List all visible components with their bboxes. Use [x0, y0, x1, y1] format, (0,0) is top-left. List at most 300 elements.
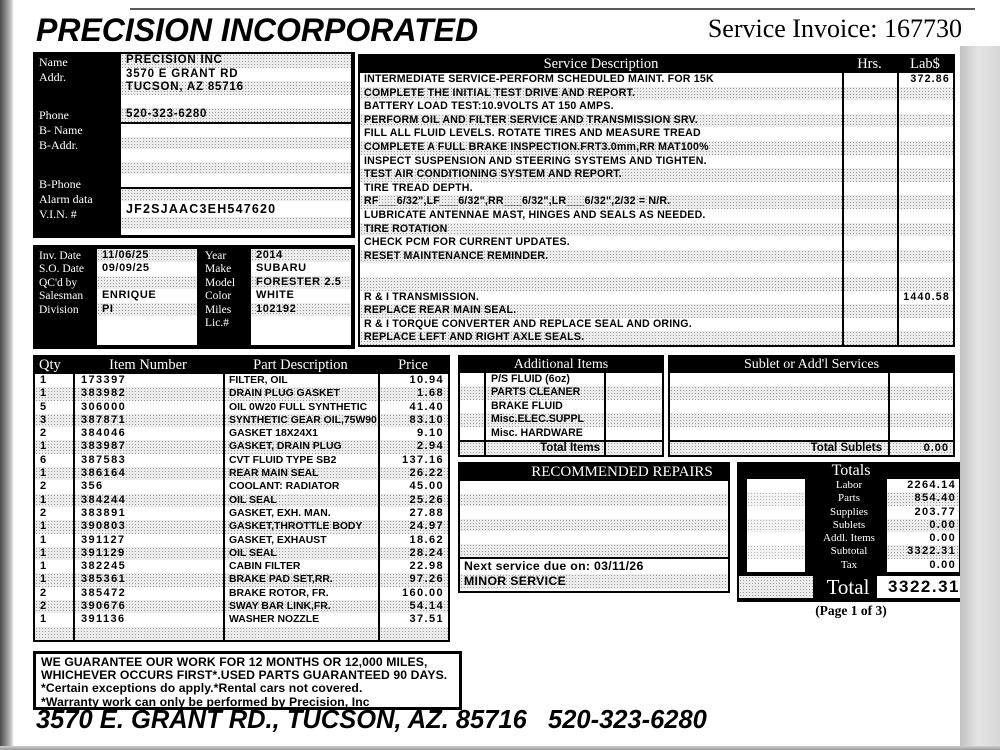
totals-row — [811, 506, 959, 519]
part-qty: 1 — [40, 560, 47, 573]
part-description: REAR MAIN SEAL — [223, 467, 378, 480]
service-line-lab — [897, 263, 953, 277]
service-line-lab — [897, 114, 953, 128]
part-qty: 3 — [40, 413, 47, 426]
vehicle-labels — [205, 250, 235, 330]
parts-row — [35, 587, 448, 600]
part-qty: 1 — [40, 573, 47, 586]
service-line — [360, 195, 953, 209]
vin-value: JF2SJAAC3EH547620 — [126, 202, 277, 216]
part-description: SWAY BAR LINK,FR. — [223, 600, 378, 613]
parts-header-qty: Qty — [39, 357, 61, 373]
part-price: 1.68 — [378, 387, 448, 400]
additional-item-name: Misc.ELEC.SUPPL — [491, 413, 585, 426]
vehicle-value: WHITE — [256, 289, 295, 302]
part-item-number: 391127 — [73, 534, 223, 547]
totals-row-label: Sublets — [832, 518, 866, 531]
service-line-lab — [897, 209, 953, 223]
part-qty: 1 — [40, 493, 47, 506]
part-qty: 1 — [40, 374, 47, 386]
part-qty: 1 — [40, 546, 47, 559]
service-line-hrs — [842, 73, 897, 87]
parts-row — [35, 613, 448, 626]
service-line — [360, 87, 953, 101]
part-item-number: 384046 — [73, 427, 223, 440]
service-line — [360, 168, 953, 182]
additional-item-row — [460, 427, 662, 440]
vehicle-label: Model — [205, 276, 236, 289]
service-line-text: R & I TORQUE CONVERTER AND REPLACE SEAL AND ORING. — [364, 317, 692, 330]
totals-row-value: 0.00 — [887, 532, 959, 545]
vehicle-value: FORESTER 2.5 — [251, 276, 351, 289]
part-item-number: 383982 — [73, 387, 223, 400]
label-phone: Phone — [39, 108, 69, 122]
part-price: 22.98 — [378, 560, 448, 573]
service-line-text — [360, 263, 842, 277]
additional-item-name: P/S FLUID (6oz) — [491, 373, 570, 385]
parts-header-desc: Part Description — [253, 357, 348, 373]
parts-header-price: Price — [398, 357, 428, 373]
part-price: 97.26 — [378, 573, 448, 586]
part-price: 137.16 — [378, 454, 448, 467]
sublet-footer — [670, 440, 953, 455]
service-line-hrs — [842, 182, 897, 196]
part-item-number: 385472 — [73, 587, 223, 600]
grand-total-value: 3322.31 — [877, 576, 963, 598]
service-line — [360, 114, 953, 128]
additional-item-row — [460, 373, 662, 386]
part-qty: 5 — [40, 400, 47, 413]
parts-row — [35, 454, 448, 467]
part-item-number: 391136 — [73, 613, 223, 626]
order-value: PI — [97, 303, 197, 316]
additional-items-footer — [460, 440, 662, 455]
totals-rows — [811, 479, 959, 572]
sublet-box — [668, 355, 955, 457]
guarantee-line: *Warranty work can only be performed by Precision, Inc — [41, 694, 370, 709]
scan-edge-line — [130, 8, 975, 10]
totals-row-value: 203.77 — [887, 506, 959, 519]
service-line-text — [360, 277, 842, 291]
parts-row — [35, 494, 448, 507]
label-b-name: B- Name — [39, 123, 83, 137]
guarantee-line: *Certain exceptions do apply.*Rental cars not covered. — [41, 681, 363, 696]
part-description: GASKET, DRAIN PLUG — [223, 440, 378, 453]
service-note: MINOR SERVICE — [460, 574, 728, 589]
service-line-text: RESET MAINTENANCE REMINDER. — [364, 249, 549, 262]
hrs-column-header: Hrs. — [857, 56, 882, 72]
part-item-number — [73, 627, 223, 640]
guarantee-line: WE GUARANTEE OUR WORK FOR 12 MONTHS OR 12,000 MILES, — [41, 655, 428, 669]
next-service-due: Next service due on: 03/11/26 — [464, 558, 644, 573]
service-line — [360, 209, 953, 223]
totals-row — [811, 532, 959, 545]
parts-row — [35, 534, 448, 547]
service-line-lab — [897, 331, 953, 345]
service-line-text: INTERMEDIATE SERVICE-PERFORM SCHEDULED MAINT. FOR 15K — [364, 73, 714, 85]
vin-panel — [121, 189, 351, 235]
part-item-number: 390803 — [73, 520, 223, 533]
service-line-hrs — [842, 304, 897, 318]
parts-header-band — [35, 357, 448, 374]
service-line-lab — [897, 155, 953, 169]
label-alarm: Alarm data — [39, 192, 93, 206]
service-line — [360, 263, 953, 277]
service-line — [360, 100, 953, 114]
label-name: Name — [39, 55, 68, 69]
service-line-hrs — [842, 236, 897, 250]
part-qty: 1 — [40, 440, 47, 453]
part-qty: 2 — [40, 586, 47, 599]
service-line-hrs — [842, 263, 897, 277]
service-line — [360, 127, 953, 141]
part-description: DRAIN PLUG GASKET — [223, 387, 378, 400]
total-items-label: Total Items — [540, 441, 600, 454]
parts-header-item: Item Number — [109, 357, 187, 373]
service-line-lab: 372.86 — [897, 73, 953, 87]
footer-address: 3570 E. GRANT RD., TUCSON, AZ. 85716 520-323-6280 — [36, 706, 707, 734]
service-line-lab — [897, 168, 953, 182]
order-value: 09/09/25 — [102, 262, 150, 275]
page-number-note: (Page 1 of 3) — [815, 603, 887, 618]
additional-items-box — [458, 355, 664, 457]
parts-row — [35, 507, 448, 520]
parts-table — [33, 355, 450, 642]
service-line — [360, 331, 953, 345]
service-line-hrs — [842, 250, 897, 264]
additional-item-name: Misc. HARDWARE — [491, 426, 583, 439]
part-item-number: 306000 — [73, 401, 223, 414]
service-line-lab — [897, 182, 953, 196]
service-line — [360, 141, 953, 155]
order-label: Salesman — [39, 290, 84, 303]
part-price: 24.97 — [378, 520, 448, 533]
service-line-text: REPLACE REAR MAIN SEAL. — [364, 304, 517, 317]
parts-rows — [35, 374, 448, 640]
part-item-number: 385361 — [73, 573, 223, 586]
totals-row-value: 0.00 — [887, 519, 959, 532]
additional-item-row — [460, 413, 662, 426]
totals-row-label: Labor — [835, 479, 863, 491]
customer-phone: 520-323-6280 — [121, 108, 351, 122]
service-line-text: TEST AIR CONDITIONING SYSTEM AND REPORT. — [364, 168, 622, 181]
parts-row — [35, 467, 448, 480]
scan-edge-left — [0, 0, 14, 750]
service-line-hrs — [842, 141, 897, 155]
totals-row — [811, 492, 959, 505]
vehicle-value — [251, 316, 351, 329]
part-qty — [35, 627, 73, 640]
vehicle-values-panel — [251, 249, 351, 345]
vehicle-label: Lic.# — [205, 316, 229, 329]
order-values-panel — [97, 249, 197, 345]
part-price: 27.88 — [378, 507, 448, 520]
part-description: GASKET,THROTTLE BODY — [223, 520, 378, 533]
additional-item-row — [460, 386, 662, 399]
vehicle-label: Color — [205, 290, 232, 303]
part-price — [378, 627, 448, 640]
part-item-number: 390676 — [73, 600, 223, 613]
label-vin: V.I.N. # — [39, 207, 77, 221]
customer-blank-row — [121, 95, 351, 109]
parts-row — [35, 414, 448, 427]
service-line-text: INSPECT SUSPENSION AND STEERING SYSTEMS AND TIGHTEN. — [364, 154, 707, 167]
totals-row-value: 3322.31 — [887, 545, 959, 558]
service-line-lab — [897, 318, 953, 332]
part-price: 18.62 — [378, 534, 448, 547]
guarantee-line: WHICHEVER OCCURS FIRST*.USED PARTS GUARANTEED 90 DAYS. — [41, 668, 448, 683]
invoice-number: Service Invoice: 167730 — [707, 14, 962, 43]
customer-addr2: TUCSON, AZ 85716 — [121, 81, 351, 95]
recommended-repairs-body — [460, 481, 728, 557]
order-value: ENRIQUE — [102, 289, 157, 302]
billing-values-panel — [121, 124, 351, 187]
part-item-number: 387583 — [73, 454, 223, 467]
service-line-hrs — [842, 155, 897, 169]
part-item-number: 391129 — [73, 547, 223, 560]
part-price: 2.94 — [378, 440, 448, 453]
recommended-repairs-title: RECOMMENDED REPAIRS — [460, 464, 728, 481]
total-sublets-value: 0.00 — [888, 442, 953, 455]
part-item-number: 386164 — [73, 467, 223, 480]
service-line-hrs — [842, 277, 897, 291]
part-description: WASHER NOZZLE — [223, 613, 378, 626]
part-description: OIL 0W20 FULL SYNTHETIC — [223, 401, 378, 414]
additional-items-title: Additional Items — [460, 357, 662, 373]
customer-addr1: 3570 E GRANT RD — [126, 67, 239, 80]
part-item-number: 382245 — [73, 560, 223, 573]
part-description: GASKET, EXH. MAN. — [223, 507, 378, 520]
service-line — [360, 277, 953, 291]
service-line-hrs — [842, 114, 897, 128]
service-line-lab — [897, 277, 953, 291]
additional-item-row — [460, 400, 662, 413]
label-b-phone: B-Phone — [39, 177, 81, 191]
part-description: OIL SEAL — [223, 547, 378, 560]
part-qty: 1 — [40, 613, 47, 626]
service-header-band — [360, 56, 953, 73]
part-qty: 2 — [40, 480, 47, 493]
service-line-text: FILL ALL FLUID LEVELS. ROTATE TIRES AND MEASURE TREAD — [364, 127, 701, 140]
service-line-text: R & I TRANSMISSION. — [364, 290, 480, 303]
service-line-lab — [897, 236, 953, 250]
part-description — [223, 627, 378, 640]
service-line-hrs — [842, 87, 897, 101]
service-line — [360, 250, 953, 264]
sublet-title: Sublet or Add'l Services — [670, 357, 953, 373]
vehicle-value: 2014 — [251, 249, 351, 262]
parts-row — [35, 440, 448, 453]
totals-row — [811, 545, 959, 558]
part-description: BRAKE PAD SET,RR. — [223, 573, 378, 586]
vehicle-label: Year — [205, 250, 227, 262]
service-line-hrs — [842, 127, 897, 141]
vehicle-value: 102192 — [251, 303, 351, 316]
service-line-hrs — [842, 223, 897, 237]
part-item-number: 383891 — [73, 507, 223, 520]
service-line-text: TIRE TREAD DEPTH. — [364, 181, 473, 194]
totals-row — [811, 559, 959, 572]
order-label: QC'd by — [39, 276, 78, 289]
service-line-lab — [897, 100, 953, 114]
additional-item-name: BRAKE FLUID — [491, 399, 563, 412]
part-description: OIL SEAL — [223, 494, 378, 507]
part-price: 37.51 — [378, 613, 448, 626]
parts-row — [35, 573, 448, 586]
service-line-hrs — [842, 195, 897, 209]
part-price: 10.94 — [378, 374, 448, 387]
service-lines — [360, 73, 953, 345]
service-line-text: RF___6/32",LF___6/32",RR___6/32",LR___6/32",2/32 = N/R. — [364, 195, 671, 208]
customer-name: PRECISION INC — [121, 54, 351, 68]
service-line-text: LUBRICATE ANTENNAE MAST, HINGES AND SEALS AS NEEDED. — [364, 208, 706, 221]
totals-row — [811, 519, 959, 532]
part-description: CABIN FILTER — [223, 560, 378, 573]
part-item-number: 384244 — [73, 494, 223, 507]
parts-row — [35, 480, 448, 493]
service-line-hrs — [842, 168, 897, 182]
part-price: 54.14 — [378, 600, 448, 613]
part-qty: 6 — [40, 453, 47, 466]
service-line — [360, 318, 953, 332]
total-sublets-label: Total Sublets — [810, 441, 882, 454]
service-line-hrs — [842, 318, 897, 332]
customer-box — [33, 52, 355, 238]
recommended-repairs-box — [458, 462, 730, 593]
part-description: BRAKE ROTOR, FR. — [223, 587, 378, 600]
service-line-text: COMPLETE THE INITIAL TEST DRIVE AND REPORT. — [364, 86, 636, 99]
totals-row-value: 854.40 — [887, 492, 959, 505]
totals-row-value: 2264.14 — [887, 479, 959, 492]
part-price: 25.26 — [378, 494, 448, 507]
totals-box — [737, 462, 965, 602]
parts-row — [35, 374, 448, 387]
service-line-lab — [897, 127, 953, 141]
order-vehicle-box — [33, 245, 355, 349]
part-item-number: 387871 — [73, 414, 223, 427]
service-line — [360, 182, 953, 196]
part-item-number: 356 — [73, 480, 223, 493]
part-qty: 1 — [40, 520, 47, 533]
service-title: Service Description — [543, 56, 659, 72]
parts-row — [35, 401, 448, 414]
part-qty: 2 — [40, 506, 47, 519]
service-line-hrs — [842, 291, 897, 305]
order-label: S.O. Date — [39, 263, 85, 276]
totals-row-label: Tax — [840, 558, 858, 571]
part-qty: 1 — [40, 467, 47, 480]
part-description: FILTER, OIL — [223, 374, 378, 387]
service-line-lab: 1440.58 — [897, 291, 953, 305]
service-line-text: TIRE ROTATION — [364, 222, 448, 235]
sublet-body — [670, 373, 953, 440]
part-qty: 1 — [40, 387, 47, 400]
company-title: PRECISION INCORPORATED — [36, 12, 479, 48]
service-line — [360, 236, 953, 250]
service-line-lab — [897, 223, 953, 237]
total-items-value — [604, 442, 662, 455]
order-label: Division — [39, 303, 79, 316]
service-line — [360, 291, 953, 305]
part-description: COOLANT: RADIATOR — [223, 480, 378, 493]
totals-row-label: Supplies — [830, 505, 868, 518]
part-description: GASKET 18X24X1 — [223, 427, 378, 440]
scan-edge-bottom — [0, 746, 1000, 750]
grand-total-label: Total — [826, 574, 870, 599]
part-price: 26.22 — [378, 467, 448, 480]
part-price: 83.10 — [378, 414, 448, 427]
totals-row-label: Addl. Items — [823, 532, 875, 545]
part-qty: 1 — [40, 533, 47, 546]
service-line-text: REPLACE LEFT AND RIGHT AXLE SEALS. — [364, 331, 585, 344]
totals-row-value: 0.00 — [887, 559, 959, 572]
part-item-number: 173397 — [73, 374, 223, 387]
service-line-text: BATTERY LOAD TEST:10.9VOLTS AT 150 AMPS. — [364, 100, 614, 113]
parts-row — [35, 560, 448, 573]
parts-row — [35, 520, 448, 533]
service-description-box — [358, 54, 955, 347]
customer-values-panel — [121, 54, 351, 122]
part-description: CVT FLUID TYPE SB2 — [223, 454, 378, 467]
totals-row-label: Subtotal — [830, 545, 868, 558]
service-line-lab — [897, 141, 953, 155]
service-line-hrs — [842, 100, 897, 114]
service-line-hrs — [842, 331, 897, 345]
label-addr: Addr. — [39, 70, 66, 84]
guarantee-box — [33, 651, 462, 710]
totals-blank-panel — [747, 479, 805, 572]
grand-total-row — [739, 575, 963, 599]
service-line — [360, 304, 953, 318]
part-qty: 2 — [40, 600, 47, 613]
service-line-text: CHECK PCM FOR CURRENT UPDATES. — [364, 236, 570, 249]
lab-column-header: Lab$ — [910, 56, 940, 72]
parts-row — [35, 387, 448, 400]
part-price: 9.10 — [378, 427, 448, 440]
parts-row — [35, 600, 448, 613]
parts-row — [35, 627, 448, 640]
service-line — [360, 155, 953, 169]
part-description: GASKET, EXHAUST — [223, 534, 378, 547]
label-b-addr: B-Addr. — [39, 138, 78, 152]
totals-title: Totals — [831, 462, 871, 479]
service-line-hrs — [842, 209, 897, 223]
service-line-lab — [897, 195, 953, 209]
next-service-section — [460, 557, 728, 589]
order-labels — [39, 250, 84, 317]
scan-edge-right — [960, 46, 1000, 750]
vehicle-value: SUBARU — [256, 262, 307, 275]
part-price: 28.24 — [378, 547, 448, 560]
order-label: Inv. Date — [39, 250, 82, 262]
part-price: 41.40 — [378, 401, 448, 414]
totals-row — [811, 479, 959, 492]
part-qty: 2 — [40, 427, 47, 440]
additional-items-list — [460, 373, 662, 440]
parts-row — [35, 427, 448, 440]
service-line-text: COMPLETE A FULL BRAKE INSPECTION.FRT3.0mm,RR MAT100% — [364, 140, 709, 153]
service-line-lab — [897, 304, 953, 318]
vehicle-label: Make — [205, 263, 232, 276]
order-value — [97, 276, 197, 289]
service-line — [360, 223, 953, 237]
service-line — [360, 73, 953, 87]
totals-row-label: Parts — [838, 492, 860, 505]
parts-row — [35, 547, 448, 560]
service-line-lab — [897, 250, 953, 264]
part-description: SYNTHETIC GEAR OIL,75W90 — [223, 414, 378, 427]
part-item-number: 383987 — [73, 440, 223, 453]
